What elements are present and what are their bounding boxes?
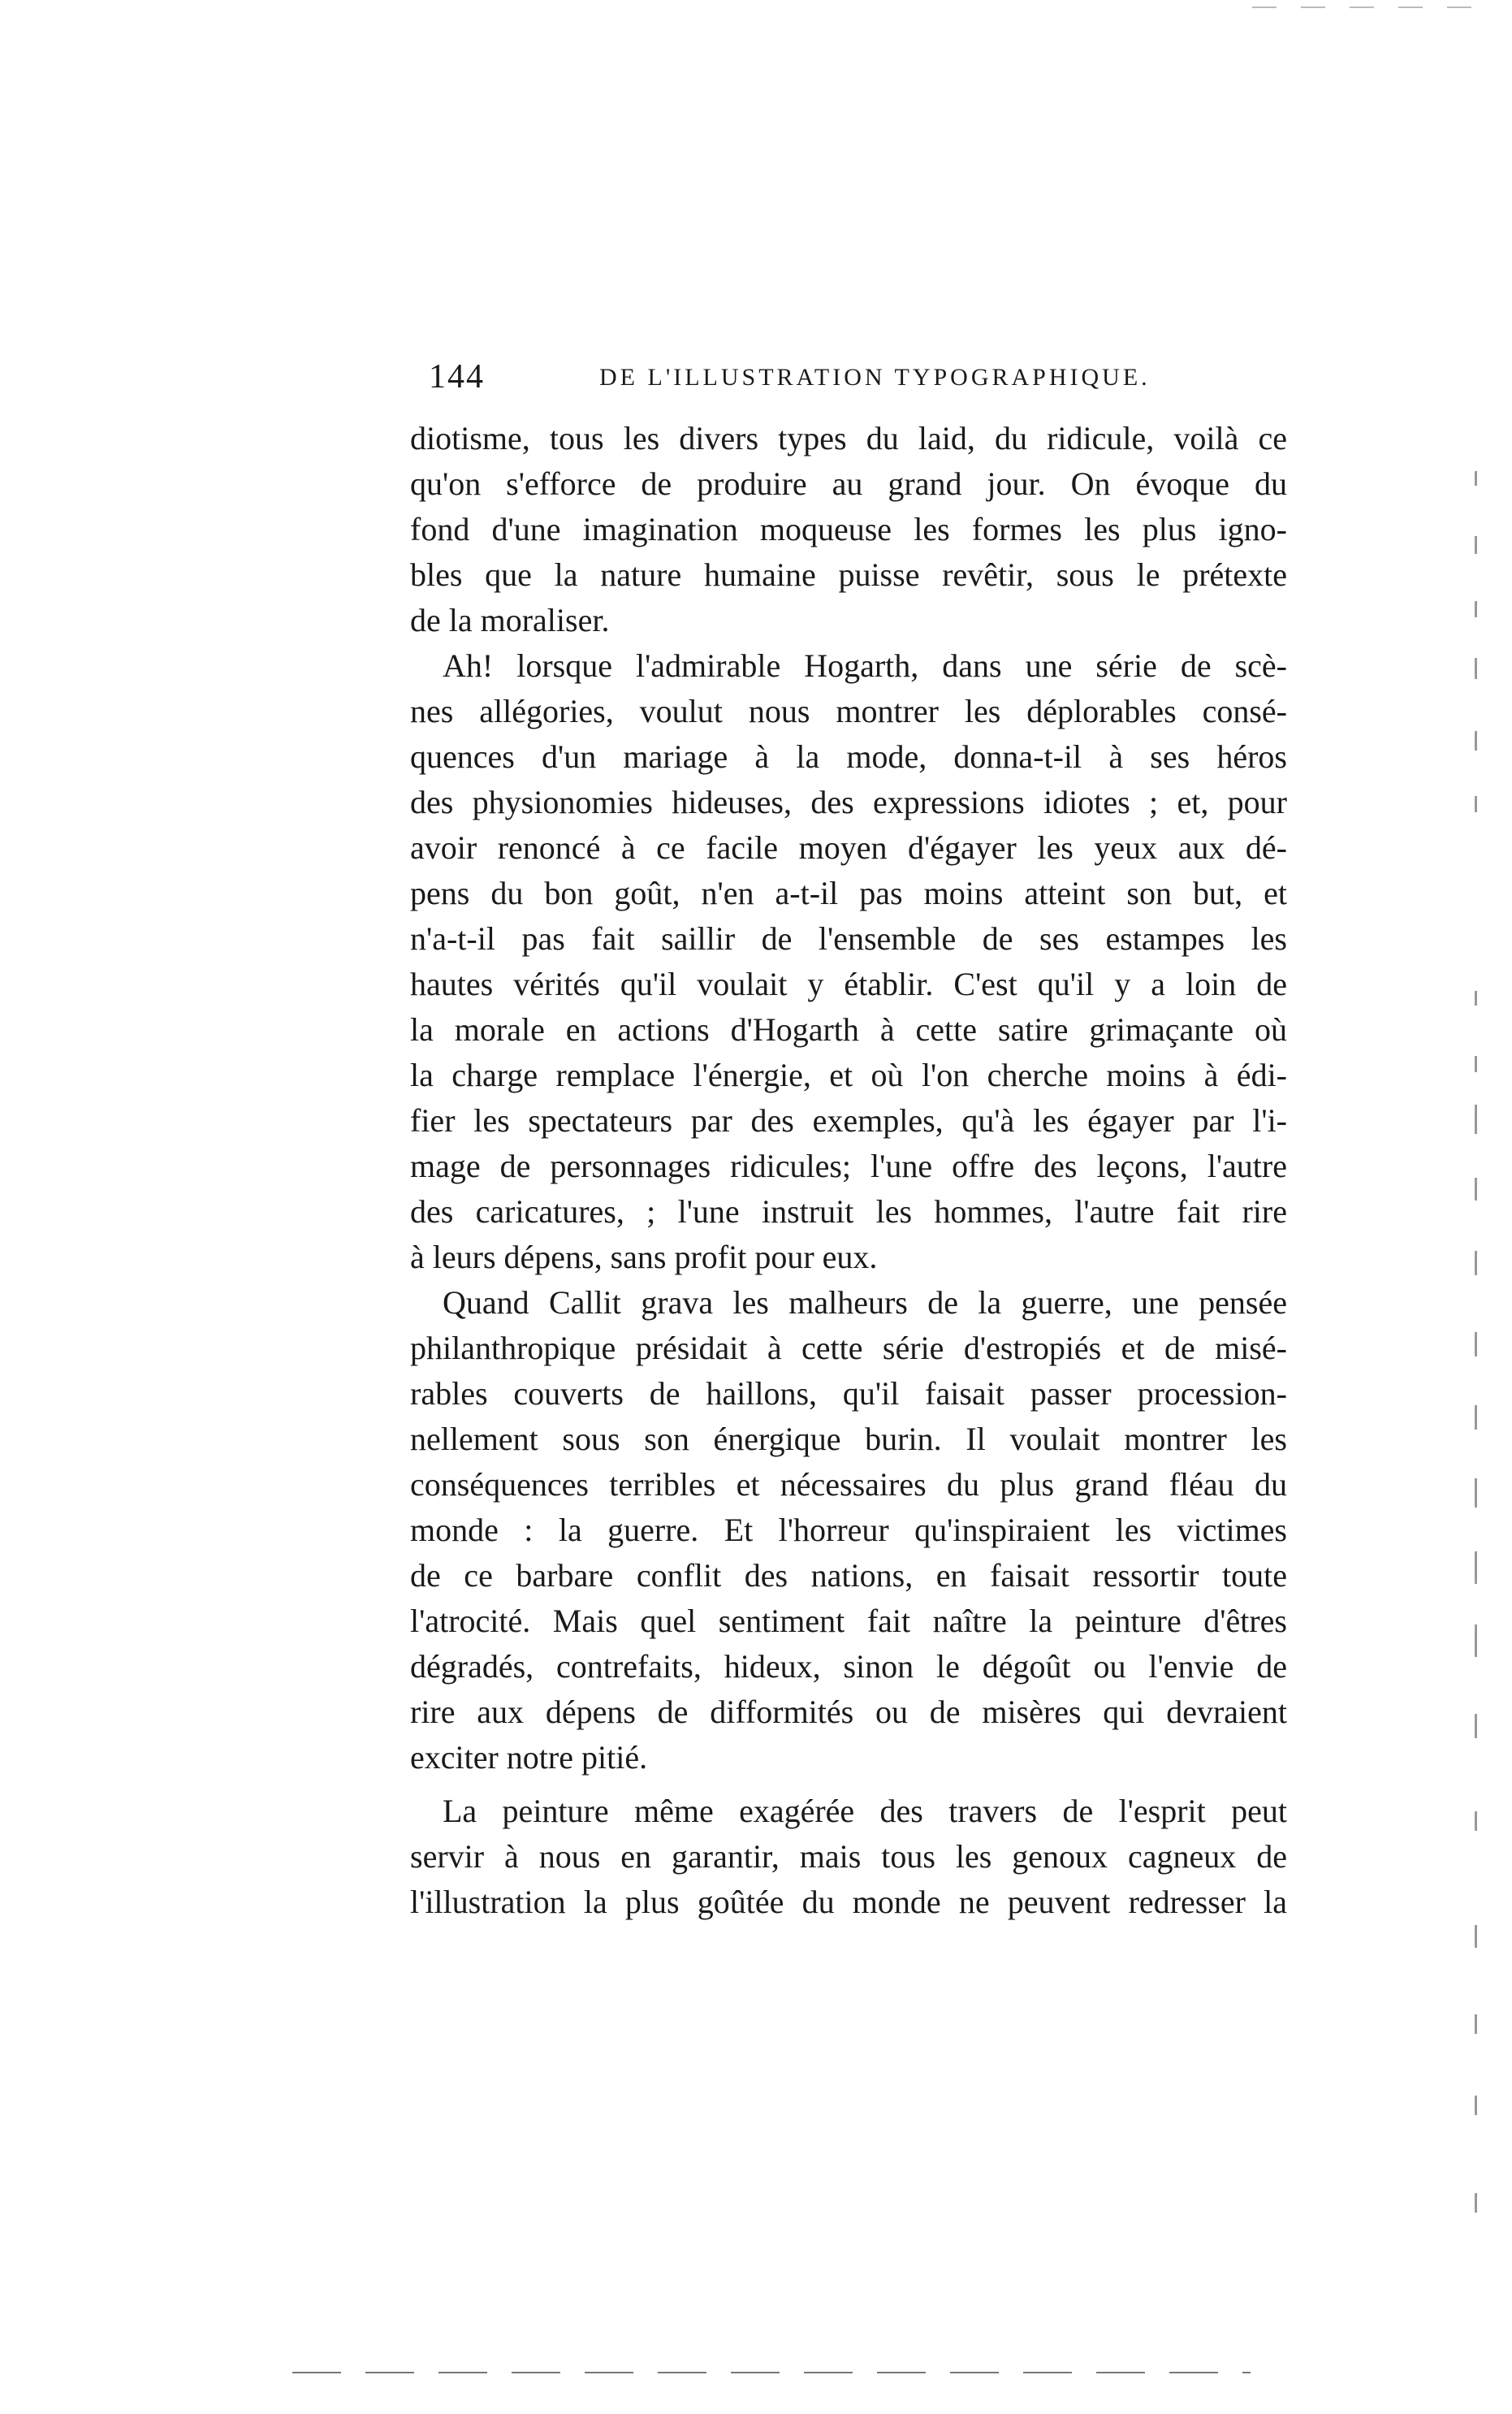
text-line: de la moraliser.	[410, 602, 610, 638]
edge-mark	[1475, 731, 1477, 751]
text-line: nellement sous son énergique burin. Il voulait montrer les	[410, 1421, 1287, 1457]
text-line: exciter notre pitié.	[410, 1739, 648, 1776]
text-line: n'a-t-il pas fait saillir de l'ensemble de ses estampes les	[410, 920, 1287, 957]
text-line: fier les spectateurs par des exemples, qu'à les égayer par l'i-	[410, 1102, 1287, 1139]
text-line: diotisme, tous les divers types du laid, du ridicule, voilà ce	[410, 420, 1287, 456]
text-line: Ah! lorsque l'admirable Hogarth, dans une série de scè-	[443, 647, 1287, 684]
text-line: conséquences terribles et nécessaires du plus grand fléau du	[410, 1466, 1287, 1503]
paragraph-gap	[410, 1780, 1287, 1789]
text-line: quences d'un mariage à la mode, donna-t-il à ses héros	[410, 738, 1287, 775]
edge-mark	[1475, 1624, 1477, 1657]
edge-mark	[1475, 2096, 1477, 2115]
text-line: dégradés, contrefaits, hideux, sinon le dégoût ou l'envie de	[410, 1648, 1287, 1685]
edge-mark	[1475, 536, 1477, 554]
text-line: mage de personnages ridicules; l'une offre des leçons, l'autre	[410, 1148, 1287, 1184]
top-edge-mark	[1252, 6, 1496, 8]
text-line: hautes vérités qu'il voulait y établir. C'est qu'il y a loin de	[410, 966, 1287, 1002]
text-line: avoir renoncé à ce facile moyen d'égayer les yeux aux dé-	[410, 829, 1287, 866]
edge-mark	[1475, 991, 1477, 1006]
text-line: rire aux dépens de difformités ou de misères qui devraient	[410, 1694, 1287, 1730]
page-header	[429, 357, 1273, 406]
text-line: la charge remplace l'énergie, et où l'on cherche moins à édi-	[410, 1057, 1287, 1093]
text-line: l'illustration la plus goûtée du monde ne peuvent redresser la	[410, 1884, 1287, 1920]
edge-mark	[1475, 1105, 1477, 1134]
text-line: qu'on s'efforce de produire au grand jour. On évoque du	[410, 465, 1287, 502]
edge-mark	[1475, 2014, 1477, 2034]
edge-mark	[1475, 1405, 1477, 1430]
text-line: pens du bon goût, n'en a-t-il pas moins atteint son but, et	[410, 875, 1287, 911]
text-line: rables couverts de haillons, qu'il faisait passer procession-	[410, 1375, 1287, 1412]
text-line: bles que la nature humaine puisse revêtir, sous le prétexte	[410, 556, 1287, 593]
running-title: DE L'ILLUSTRATION TYPOGRAPHIQUE.	[599, 364, 1151, 391]
text-line: des physionomies hideuses, des expressions idiotes ; et, pour	[410, 784, 1287, 820]
text-line: de ce barbare conflit des nations, en faisait ressortir toute	[410, 1557, 1287, 1594]
text-line: la morale en actions d'Hogarth à cette satire grimaçante où	[410, 1011, 1287, 1048]
edge-mark	[1475, 1251, 1477, 1275]
edge-mark	[1475, 1056, 1477, 1072]
edge-mark	[1475, 1478, 1477, 1508]
edge-mark	[1475, 1714, 1477, 1738]
text-line: nes allégories, voulut nous montrer les déplorables consé-	[410, 693, 1287, 729]
page-number: 144	[429, 358, 485, 396]
text-line: philanthropique présidait à cette série d'estropiés et de misé-	[410, 1330, 1287, 1366]
edge-mark	[1475, 2193, 1477, 2213]
edge-mark	[1475, 1178, 1477, 1201]
edge-mark	[1475, 1811, 1477, 1831]
body-text	[410, 416, 1287, 1925]
text-line: des caricatures, ; l'une instruit les hommes, l'autre fait rire	[410, 1193, 1287, 1230]
edge-mark	[1475, 1925, 1477, 1948]
text-line: fond d'une imagination moqueuse les formes les plus igno-	[410, 511, 1287, 547]
text-line: à leurs dépens, sans profit pour eux.	[410, 1239, 878, 1275]
edge-mark	[1475, 1332, 1477, 1356]
text-line: Quand Callit grava les malheurs de la guerre, une pensée	[443, 1284, 1287, 1321]
text-line: monde : la guerre. Et l'horreur qu'inspiraient les victimes	[410, 1512, 1287, 1548]
edge-mark	[1475, 471, 1477, 486]
scan-edge-marks	[1475, 471, 1480, 2258]
text-line: La peinture même exagérée des travers de l'esprit peut	[443, 1793, 1287, 1829]
text-line: l'atrocité. Mais quel sentiment fait naître la peinture d'êtres	[410, 1603, 1287, 1639]
bottom-edge-rule	[292, 2372, 1251, 2373]
edge-mark	[1475, 796, 1477, 812]
edge-mark	[1475, 601, 1477, 617]
text-line: servir à nous en garantir, mais tous les genoux cagneux de	[410, 1838, 1287, 1875]
edge-mark	[1475, 658, 1477, 679]
edge-mark	[1475, 1551, 1477, 1584]
